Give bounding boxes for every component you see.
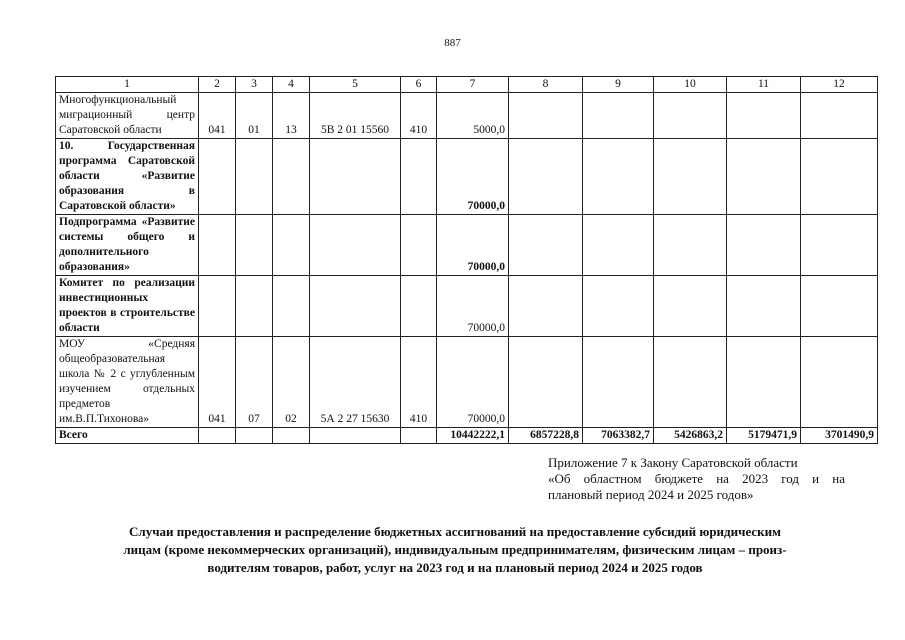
column-header: 1: [56, 77, 199, 93]
cell-subsection: 02: [273, 337, 310, 428]
cell-value: [583, 215, 654, 276]
cell-value: [801, 93, 878, 139]
cell-target-article: [310, 215, 401, 276]
title-line: водителям товаров, работ, услуг на 2023 год и на плановый период 2024 и 2025 годов: [207, 560, 703, 575]
table-row: [56, 139, 878, 215]
cell-expense-type: [401, 276, 437, 337]
cell-subsection: [273, 276, 310, 337]
cell-amount: 70000,0: [437, 337, 509, 428]
title-line: Случаи предоставления и распределение бюджетных ассигнований на предоставление субсидий юридическим: [129, 524, 781, 539]
cell-expense-type: 410: [401, 93, 437, 139]
cell-value: [801, 215, 878, 276]
total-value: 3701490,9: [801, 428, 878, 444]
total-value: 5179471,9: [727, 428, 801, 444]
cell-ministry-code: 041: [199, 93, 236, 139]
cell-value: [727, 337, 801, 428]
cell-expense-type: [401, 139, 437, 215]
cell-amount: 70000,0: [437, 215, 509, 276]
column-header: 4: [273, 77, 310, 93]
appendix-line: Приложение 7 к Закону Саратовской области: [548, 455, 798, 470]
cell-ministry-code: [199, 215, 236, 276]
cell-empty: [401, 428, 437, 444]
cell-section: [236, 276, 273, 337]
cell-value: [727, 139, 801, 215]
cell-value: [727, 93, 801, 139]
cell-value: [583, 93, 654, 139]
column-header: 11: [727, 77, 801, 93]
column-header: 6: [401, 77, 437, 93]
cell-value: [509, 276, 583, 337]
column-header: 3: [236, 77, 273, 93]
column-header: 12: [801, 77, 878, 93]
document-title: [95, 523, 815, 577]
cell-subsection: 13: [273, 93, 310, 139]
total-row: [56, 428, 878, 444]
page-number: 887: [444, 37, 461, 49]
total-value: 5426863,2: [654, 428, 727, 444]
cell-value: [509, 337, 583, 428]
cell-amount: 70000,0: [437, 139, 509, 215]
cell-value: [727, 215, 801, 276]
cell-value: [801, 139, 878, 215]
appendix-note: [548, 455, 845, 503]
title-line: лицам (кроме некоммерческих организаций), индивидуальным предпринимателям, физическим лицам – произ-: [123, 542, 787, 557]
table-row: [56, 276, 878, 337]
row-name: МОУ «Средняя общеобразовательная школа № 2 с углубленным изучением отдельных предметов им.В.П.Тихонова»: [56, 337, 199, 428]
cell-section: 01: [236, 93, 273, 139]
cell-subsection: [273, 139, 310, 215]
cell-ministry-code: [199, 276, 236, 337]
appendix-line: плановый период 2024 и 2025 годов»: [548, 487, 754, 502]
budget-table: [55, 76, 878, 444]
cell-subsection: [273, 215, 310, 276]
cell-empty: [199, 428, 236, 444]
column-header: 8: [509, 77, 583, 93]
cell-expense-type: 410: [401, 337, 437, 428]
cell-target-article: 5А 2 27 15630: [310, 337, 401, 428]
cell-target-article: [310, 139, 401, 215]
row-name: Многофункциональный миграционный центр Саратовской области: [56, 93, 199, 139]
row-name: Комитет по реализации инвестиционных проектов в строительстве области: [56, 276, 199, 337]
cell-value: [654, 276, 727, 337]
table-row: [56, 337, 878, 428]
cell-value: [583, 139, 654, 215]
column-header: 9: [583, 77, 654, 93]
table-header-row: [56, 77, 878, 93]
cell-amount: 5000,0: [437, 93, 509, 139]
cell-value: [801, 276, 878, 337]
cell-value: [583, 337, 654, 428]
cell-target-article: 5В 2 01 15560: [310, 93, 401, 139]
cell-value: [727, 276, 801, 337]
cell-value: [654, 215, 727, 276]
cell-value: [509, 139, 583, 215]
cell-empty: [310, 428, 401, 444]
column-header: 5: [310, 77, 401, 93]
row-name: 10. Государственная программа Саратовской области «Развитие образования в Саратовской области»: [56, 139, 199, 215]
cell-ministry-code: [199, 139, 236, 215]
row-name: Подпрограмма «Развитие системы общего и дополнительного образования»: [56, 215, 199, 276]
cell-value: [654, 93, 727, 139]
total-amount: 10442222,1: [437, 428, 509, 444]
cell-empty: [273, 428, 310, 444]
cell-value: [509, 215, 583, 276]
cell-expense-type: [401, 215, 437, 276]
total-value: 7063382,7: [583, 428, 654, 444]
total-label: Всего: [56, 428, 199, 444]
column-header: 7: [437, 77, 509, 93]
cell-section: [236, 215, 273, 276]
cell-target-article: [310, 276, 401, 337]
cell-value: [654, 139, 727, 215]
table-row: [56, 215, 878, 276]
cell-section: [236, 139, 273, 215]
cell-value: [509, 93, 583, 139]
cell-amount: 70000,0: [437, 276, 509, 337]
cell-ministry-code: 041: [199, 337, 236, 428]
table-row: [56, 93, 878, 139]
column-header: 10: [654, 77, 727, 93]
cell-section: 07: [236, 337, 273, 428]
appendix-line: «Об областном бюджете на 2023 год и на: [548, 471, 845, 486]
column-header: 2: [199, 77, 236, 93]
cell-value: [583, 276, 654, 337]
cell-value: [654, 337, 727, 428]
cell-empty: [236, 428, 273, 444]
cell-value: [801, 337, 878, 428]
total-value: 6857228,8: [509, 428, 583, 444]
